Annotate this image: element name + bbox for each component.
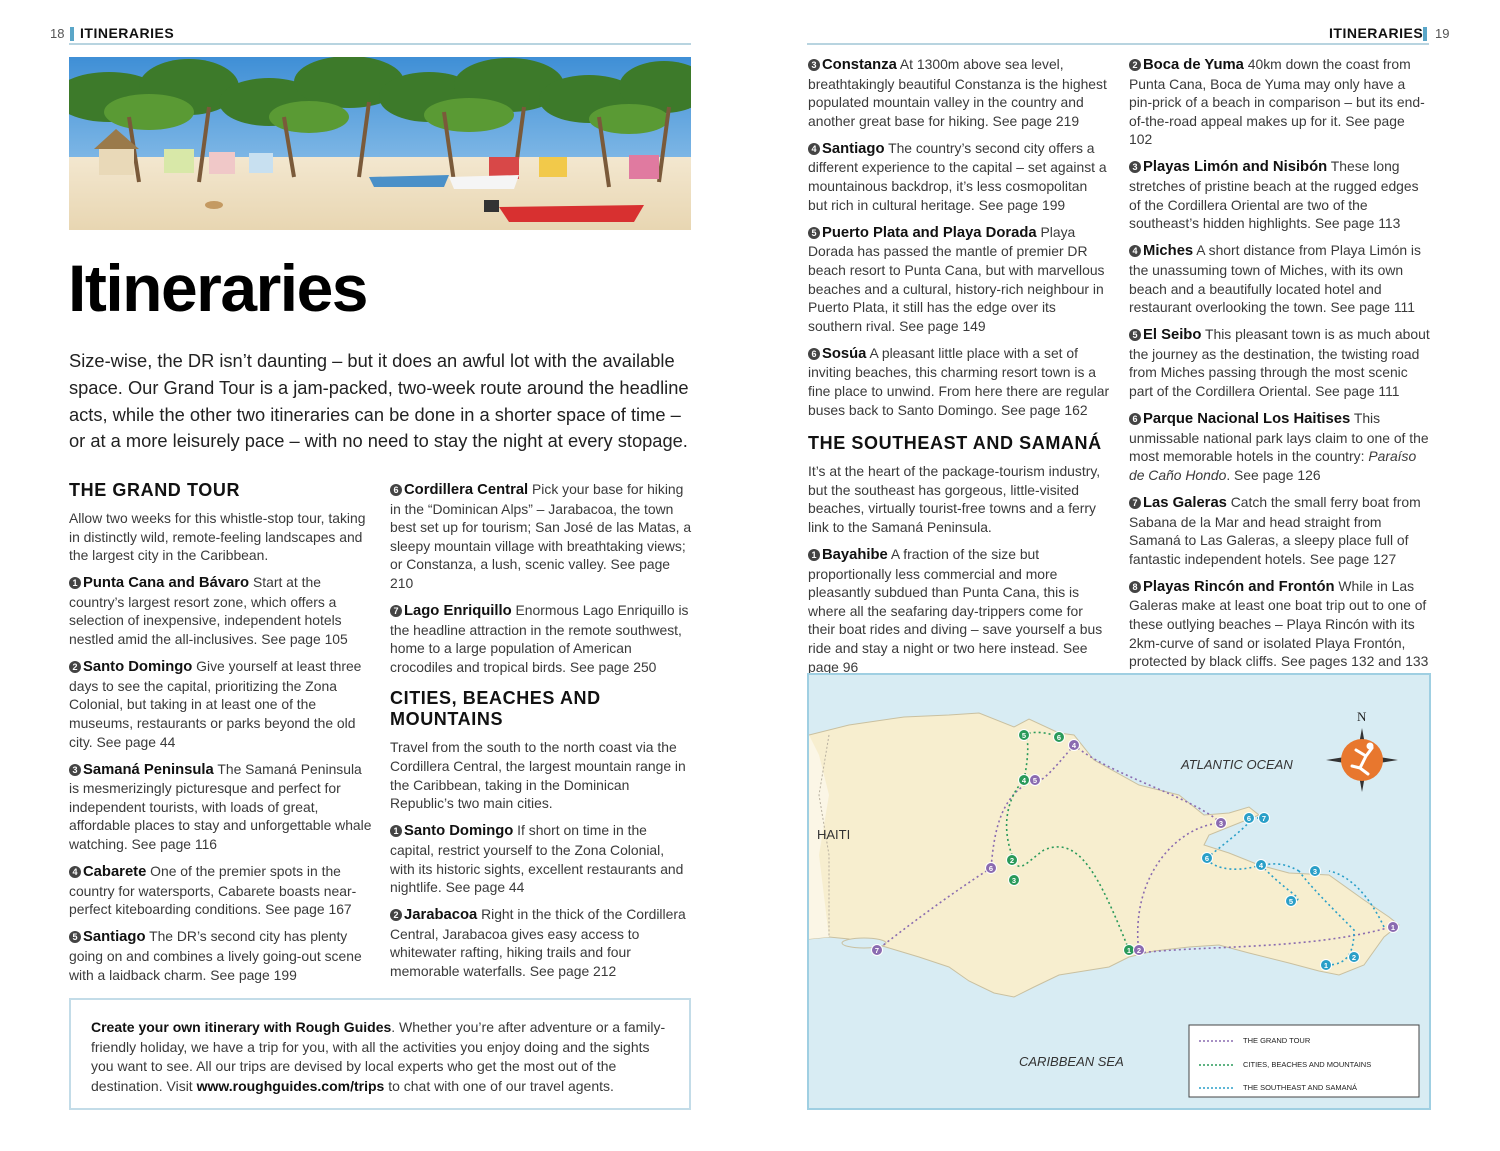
number-badge: 2 xyxy=(1129,59,1141,71)
list-item xyxy=(69,862,374,919)
item-name: Sosúa xyxy=(822,345,867,362)
map-stop-marker xyxy=(1321,960,1332,971)
list-item xyxy=(69,760,374,854)
item-name: Santiago xyxy=(822,140,885,157)
item-name: Playas Limón and Nisibón xyxy=(1143,159,1328,176)
promo-link[interactable]: www.roughguides.com/trips xyxy=(196,1077,385,1094)
number-badge: 6 xyxy=(808,348,820,360)
map-stop-marker xyxy=(1256,860,1267,871)
list-item xyxy=(390,905,692,980)
item-text: This unmissable national park lays claim to one of the most memorable hotels in the country: xyxy=(1129,410,1429,465)
number-badge: 5 xyxy=(808,227,820,239)
item-name: Santiago xyxy=(83,929,146,946)
number-badge: 1 xyxy=(390,825,402,837)
page-title: Itineraries xyxy=(68,251,367,325)
item-text: The country’s second city offers a different experience to the capital – set against a mountainous backdrop, it’s less cosmopolitan but rich in cultural heritage. See page 199 xyxy=(808,139,1107,213)
grand-tour-section xyxy=(69,480,374,993)
left-page-number: 18 xyxy=(50,26,65,41)
svg-text:2: 2 xyxy=(1136,946,1142,955)
item-text: Catch the small ferry boat from Sabana de la Mar and head straight from Samaná to Las Galeras, a sleepy place full of fantastic independent hotels. See page 127 xyxy=(1129,493,1421,567)
map-stop-marker xyxy=(1310,866,1321,877)
map-stop-marker xyxy=(1069,740,1080,751)
number-badge: 6 xyxy=(390,484,402,496)
item-name: Miches xyxy=(1143,243,1194,260)
right-column-2 xyxy=(1129,55,1431,679)
map-label-caribbean: CARIBBEAN SEA xyxy=(1019,1054,1124,1069)
list-item xyxy=(808,139,1110,214)
map-stop-marker xyxy=(1019,775,1030,786)
svg-text:3: 3 xyxy=(1312,867,1318,876)
map-stop-marker xyxy=(1202,853,1213,864)
number-badge: 4 xyxy=(1129,245,1141,257)
list-item xyxy=(1129,55,1431,149)
number-badge: 3 xyxy=(808,59,820,71)
item-name: Constanza xyxy=(822,57,897,73)
svg-text:3: 3 xyxy=(1011,876,1017,885)
list-item xyxy=(1129,409,1431,484)
section-heading: THE SOUTHEAST AND SAMANÁ xyxy=(808,433,1102,454)
item-name: Playas Rincón and Frontón xyxy=(1143,578,1335,595)
section-lead: Travel from the south to the north coast via the Cordillera Central, the largest mountain range in the Caribbean, taking in the Dominican Republic’s two main cities. xyxy=(390,739,686,812)
list-item xyxy=(808,545,1110,676)
item-name: Parque Nacional Los Haitises xyxy=(1143,411,1351,428)
right-page-number: 19 xyxy=(1435,26,1450,41)
promo-text: . Whether you’re after adventure or a family-friendly holiday, we have a trip for you, with all the activities you enjoy doing and the sights you want to see. All our trips are devised by local experts who get the most out of the destination. Visit xyxy=(91,1019,666,1094)
map-stop-marker xyxy=(1216,818,1227,829)
svg-text:4: 4 xyxy=(1258,861,1264,870)
item-text: A fraction of the size but proportionally less commercial and more pleasantly subdued than Punta Cana, this is where all the seafaring day-trippers come for their boat rides and diving – save yourself a bus ride and stay a night or two here instead. See page 96 xyxy=(808,546,1103,675)
number-badge: 4 xyxy=(808,143,820,155)
number-badge: 1 xyxy=(69,577,81,589)
promo-box xyxy=(69,998,691,1110)
compass-north-label: N xyxy=(1357,709,1367,724)
list-item xyxy=(808,223,1110,336)
item-text: This pleasant town is as much about the journey as the destination, the twisting road from Miches passing through the most scenic part of the Cordillera Oriental. See page 111 xyxy=(1129,326,1430,399)
item-text: The Samaná Peninsula is mesmerizingly picturesque and perfect for independent tourists, with loads of great, affordable places to stay and unforgettable whale watching. See page 116 xyxy=(69,760,372,852)
map-stop-marker xyxy=(986,863,997,874)
item-text: If short on time in the capital, restrict yourself to the Zona Colonial, with its historic sights, excellent restaurants and nightlife. See page 44 xyxy=(390,822,684,896)
map-stop-marker xyxy=(1244,813,1255,824)
promo-lead: Create your own itinerary with Rough Guides xyxy=(91,1019,392,1035)
item-name: El Seibo xyxy=(1143,327,1202,344)
svg-text:5: 5 xyxy=(1021,731,1027,740)
number-badge: 2 xyxy=(69,661,81,673)
item-text: The DR’s second city has plenty going on and combines a lively going-out scene with a laidback charm. See page 199 xyxy=(69,928,362,983)
number-badge: 6 xyxy=(1129,413,1141,425)
left-header-rule xyxy=(69,43,691,45)
item-name: Santo Domingo xyxy=(83,659,193,676)
itinerary-map xyxy=(807,673,1431,1110)
intro-paragraph: Size-wise, the DR isn’t daunting – but it does an awful lot with the available space. Our Grand Tour is a jam-packed, two-week route around the headline acts, while the other two itineraries can be done in a shorter space of time – or at a more leisurely pace – with no need to stay the night at every stopage. xyxy=(69,350,689,452)
number-badge: 7 xyxy=(1129,497,1141,509)
item-text: Enormous Lago Enriquillo is the headline attraction in the remote southwest, home to a large population of American crocodiles and tropical birds. See page 250 xyxy=(390,602,689,675)
running-head-marker xyxy=(70,27,74,41)
svg-text:6: 6 xyxy=(988,864,994,873)
map-stop-marker xyxy=(1259,813,1270,824)
list-item xyxy=(1129,493,1431,568)
list-item xyxy=(390,821,692,896)
item-name: Boca de Yuma xyxy=(1143,57,1244,73)
list-item xyxy=(1129,577,1431,671)
beach-photo xyxy=(69,57,691,230)
svg-text:4: 4 xyxy=(1071,741,1077,750)
right-header-rule xyxy=(807,43,1429,45)
list-item xyxy=(1129,241,1431,316)
item-text: A pleasant little place with a set of inviting beaches, this charming resort town is a fine place to unwind. From here there are regular buses back to Santo Domingo. See page 162 xyxy=(808,344,1110,418)
item-text: Pick your base for hiking in the “Dominican Alps” – Jarabacoa, the town best set up for tourism; San José de las Matas, a sleepy mountain village with breathtaking views; or Constanza, a lush, scenic valley. See page 210 xyxy=(390,481,692,591)
item-text: Right in the thick of the Cordillera Central, Jarabacoa gives easy access to whitewater rafting, hiking trails and four memorable waterfalls. See page 212 xyxy=(390,906,686,979)
map-stop-marker xyxy=(1388,922,1399,933)
number-badge: 1 xyxy=(808,549,820,561)
section-heading: THE GRAND TOUR xyxy=(69,480,241,500)
promo-text-after: to chat with one of our travel agents. xyxy=(384,1077,614,1094)
number-badge: 2 xyxy=(390,909,402,921)
item-name: Punta Cana and Bávaro xyxy=(83,575,250,592)
item-text: 40km down the coast from Punta Cana, Boca de Yuma may only have a pin-prick of a beach in comparison – but its end-of-the-road appeal makes up for it. See page 102 xyxy=(1129,56,1425,148)
list-item xyxy=(808,55,1110,130)
svg-text:2: 2 xyxy=(1009,856,1015,865)
number-badge: 3 xyxy=(1129,161,1141,173)
svg-text:5: 5 xyxy=(1288,897,1294,906)
svg-text:6: 6 xyxy=(1204,854,1210,863)
svg-text:5: 5 xyxy=(1032,776,1038,785)
map-stop-marker xyxy=(1054,732,1065,743)
svg-text:3: 3 xyxy=(1218,819,1224,828)
middle-column xyxy=(390,480,692,989)
item-name: Cordillera Central xyxy=(404,482,529,498)
number-badge: 8 xyxy=(1129,581,1141,593)
svg-text:6: 6 xyxy=(1056,733,1062,742)
running-head-marker xyxy=(1423,27,1427,41)
map-stop-marker xyxy=(1349,952,1360,963)
legend-grand-tour: THE GRAND TOUR xyxy=(1243,1036,1311,1045)
heading-line: CITIES, BEACHES AND xyxy=(390,688,601,709)
svg-text:7: 7 xyxy=(874,946,880,955)
item-name: Las Galeras xyxy=(1143,494,1227,511)
list-item xyxy=(390,480,692,593)
legend-cities: CITIES, BEACHES AND MOUNTAINS xyxy=(1243,1060,1372,1069)
heading-line: MOUNTAINS xyxy=(390,709,504,730)
item-name: Puerto Plata and Playa Dorada xyxy=(822,224,1037,241)
svg-text:1: 1 xyxy=(1390,923,1396,932)
map-stop-marker xyxy=(1009,875,1020,886)
left-running-head: ITINERARIES xyxy=(80,25,175,41)
list-item xyxy=(1129,325,1431,400)
item-name: Santo Domingo xyxy=(404,823,514,840)
map-label-atlantic: ATLANTIC OCEAN xyxy=(1181,757,1293,772)
item-text: Start at the country’s largest resort zone, which offers a selection of inexpensive, independent hotels nestled amid the all-inclusives. See page 105 xyxy=(69,574,348,648)
number-badge: 7 xyxy=(390,605,402,617)
number-badge: 5 xyxy=(69,931,81,943)
list-item xyxy=(69,573,374,648)
map-label-haiti: HAITI xyxy=(817,827,851,842)
right-running-head: ITINERARIES xyxy=(1329,25,1424,41)
item-name: Jarabacoa xyxy=(404,907,478,924)
list-item xyxy=(69,927,374,984)
list-item xyxy=(69,657,374,751)
item-text-italic: Paraíso de Caño Hondo xyxy=(1129,448,1417,483)
section-lead: It’s at the heart of the package-tourism industry, but the southeast has gorgeous, little-visited beaches, virtually tourist-free towns and a ferry link to the Samaná Peninsula. xyxy=(808,463,1101,535)
item-text: A short distance from Playa Limón is the unassuming town of Miches, with its own beach and a beautifully located hotel and restaurant overlooking the town. See page 111 xyxy=(1129,242,1421,316)
map-stop-marker xyxy=(872,945,883,956)
list-item xyxy=(1129,157,1431,232)
map-stop-marker xyxy=(1286,896,1297,907)
list-item xyxy=(808,344,1110,419)
item-name: Samaná Peninsula xyxy=(83,761,214,778)
svg-text:1: 1 xyxy=(1323,961,1329,970)
map-stop-marker xyxy=(1007,855,1018,866)
section-lead: Allow two weeks for this whistle-stop tour, taking in distinctly wild, remote-feeling landscapes and the largest city in the Caribbean. xyxy=(69,510,366,564)
map-stop-marker xyxy=(1030,775,1041,786)
legend-southeast: THE SOUTHEAST AND SAMANÁ xyxy=(1243,1083,1358,1092)
item-text: While in Las Galeras make at least one boat trip out to one of these outlying beaches – Playa Rincón with its 2km-curve of sand or isolated Playa Frontón, protected by black cliffs. See pages 132 and 133 xyxy=(1129,577,1429,670)
svg-text:1: 1 xyxy=(1126,946,1132,955)
map-stop-marker xyxy=(1134,945,1145,956)
item-text: At 1300m above sea level, breathtakingly beautiful Constanza is the highest populated mountain valley in the country and another great base for hiking. See page 219 xyxy=(808,56,1107,129)
list-item xyxy=(390,601,692,676)
svg-text:6: 6 xyxy=(1246,814,1252,823)
item-text: These long stretches of pristine beach at the rugged edges of the Cordillera Oriental are two of the southeast’s hidden highlights. See page 113 xyxy=(1129,158,1419,232)
item-text: Give yourself at least three days to see the capital, prioritizing the Zona Colonial, but taking in at least one of the museums, restaurants or parks beyond the old city. See page 44 xyxy=(69,658,362,750)
svg-text:7: 7 xyxy=(1261,814,1267,823)
svg-text:4: 4 xyxy=(1021,776,1027,785)
map-legend xyxy=(1189,1025,1419,1097)
svg-text:2: 2 xyxy=(1351,953,1357,962)
right-column-1 xyxy=(808,55,1110,685)
number-badge: 5 xyxy=(1129,329,1141,341)
map-stop-marker xyxy=(1124,945,1135,956)
item-name: Bayahibe xyxy=(822,547,888,564)
item-text-after: . See page 126 xyxy=(1226,466,1321,483)
item-name: Lago Enriquillo xyxy=(404,603,512,620)
item-text: One of the premier spots in the country for watersports, Cabarete boasts near-perfect kiteboarding conditions. See page 167 xyxy=(69,863,357,918)
item-text: Playa Dorada has passed the mantle of premier DR beach resort to Punta Cana, but with marvellous beaches and a cultural, history-rich neighbour in Puerto Plata, it still has the edge over its southern rival. See page 149 xyxy=(808,223,1105,334)
map-stop-marker xyxy=(1019,730,1030,741)
number-badge: 3 xyxy=(69,764,81,776)
item-name: Cabarete xyxy=(83,864,147,881)
number-badge: 4 xyxy=(69,866,81,878)
section-heading xyxy=(390,688,692,730)
